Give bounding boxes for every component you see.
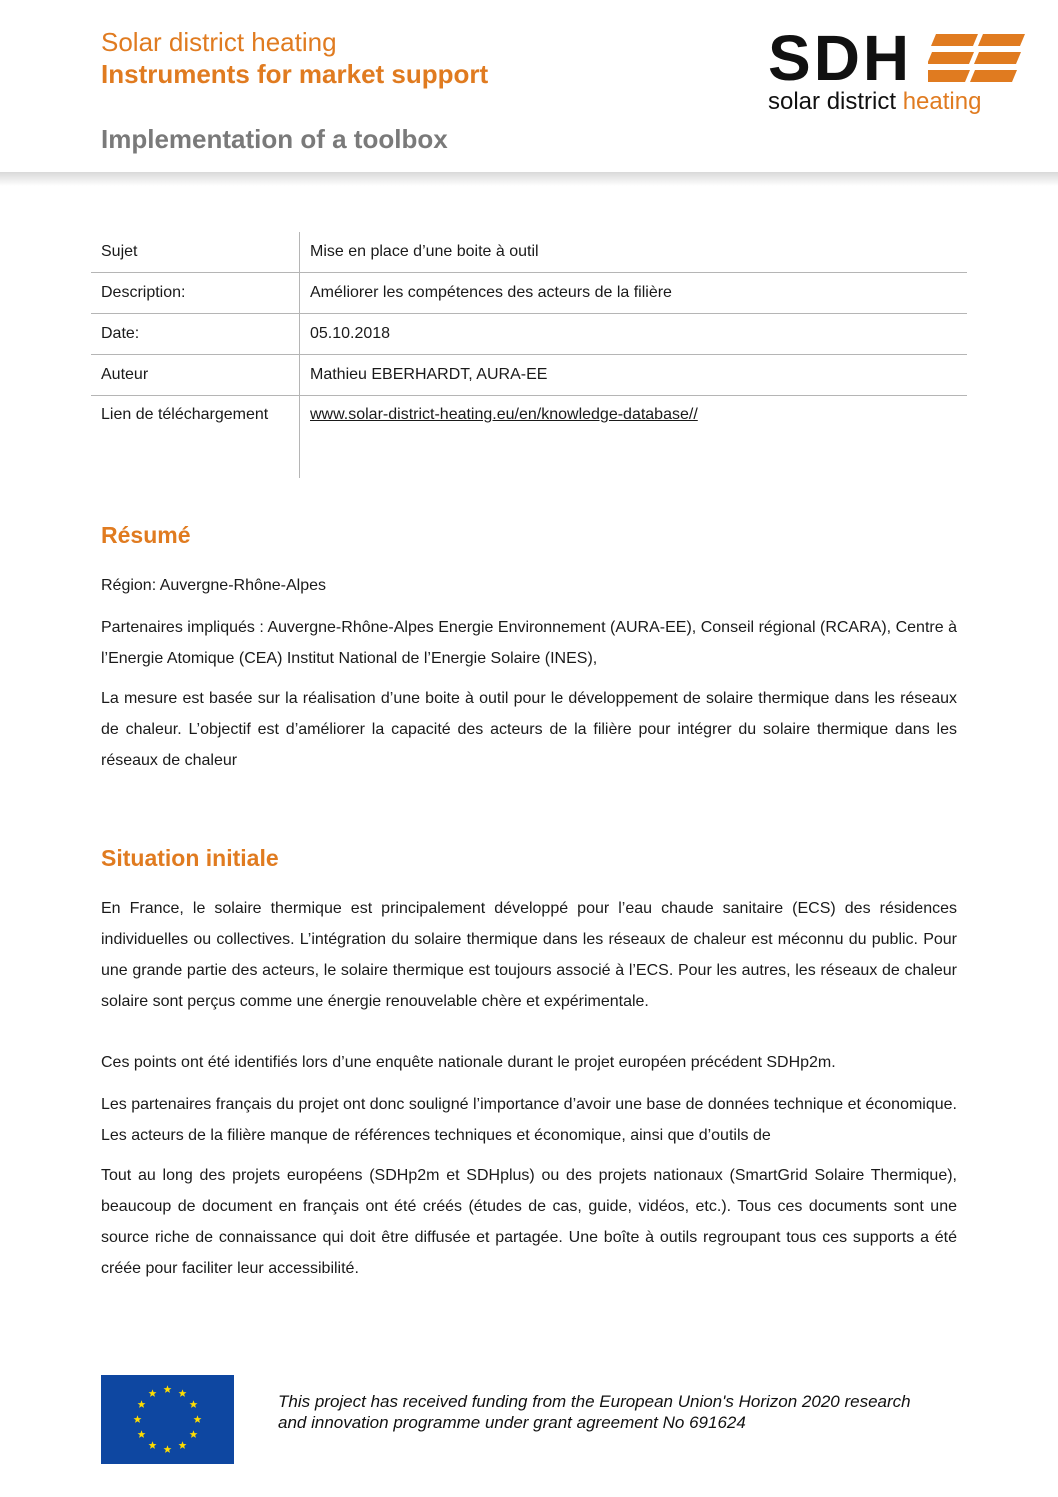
info-row-description	[91, 273, 967, 314]
info-table	[91, 232, 967, 478]
resume-region: Région: Auvergne-Rhône-Alpes	[101, 577, 327, 594]
logo-tagline-accent: heating	[902, 88, 982, 115]
info-value: Améliorer les compétences des acteurs de la filière	[300, 273, 968, 314]
info-key: Sujet	[91, 232, 300, 273]
funding-statement	[278, 1391, 978, 1433]
header-subtitle: Instruments for market support	[101, 59, 489, 89]
document-title: Implementation of a toolbox	[101, 124, 448, 154]
logo-stripes-icon	[928, 32, 1028, 84]
eu-flag-icon	[101, 1375, 234, 1464]
page-header	[0, 0, 1058, 172]
info-key: Auteur	[91, 355, 300, 396]
info-row-auteur	[91, 355, 967, 396]
funding-line-2: and innovation programme under grant agreement No 691624	[278, 1413, 746, 1432]
info-value-cell	[300, 396, 968, 479]
resume-heading: Résumé	[101, 522, 191, 548]
logo-tagline-plain: solar district	[768, 88, 903, 115]
header-shadow	[0, 172, 1058, 186]
info-row-date	[91, 314, 967, 355]
info-key: Description:	[91, 273, 300, 314]
info-row-sujet	[91, 232, 967, 273]
resume-partners: Partenaires impliqués : Auvergne-Rhône-Alpes Energie Environnement (AURA-EE), Conseil régional (RCARA), Centre à l’Energie Atomique (CEA) Institut National de l’Energie Solaire (INES),	[101, 619, 957, 667]
info-value: Mathieu EBERHARDT, AURA-EE	[300, 355, 968, 396]
info-key: Date:	[91, 314, 300, 355]
logo-letters: SDH	[768, 22, 913, 94]
info-value: 05.10.2018	[300, 314, 968, 355]
situation-paragraph-1: En France, le solaire thermique est principalement développé pour l’eau chaude sanitaire (ECS) des résidences individuelles ou collectives. L’intégration du solaire thermique dans les réseaux de chaleur est méconnu du public. Pour une grande partie des acteurs, le solaire thermique est toujours associé à l’ECS. Pour les autres, les réseaux de chaleur solaire sont perçus comme une énergie renouvelable chère et expérimentale.	[101, 900, 957, 1010]
download-link[interactable]: www.solar-district-heating.eu/en/knowledge-database//	[310, 406, 698, 423]
info-row-lien	[91, 396, 967, 479]
situation-paragraph-3: Tout au long des projets européens (SDHp2m et SDHplus) ou des projets nationaux (SmartGrid Solaire Thermique), beaucoup de document en français ont été créés (études de cas, guide, vidéos, etc.). Tous ces documents sont une source riche de connaissance qui doit être diffusée et partagée. Une boîte à outils regroupant tous ces supports a été créée pour faciliter leur accessibilité.	[101, 1167, 957, 1277]
header-title: Solar district heating	[101, 27, 337, 57]
situation-heading: Situation initiale	[101, 845, 279, 871]
resume-description: La mesure est basée sur la réalisation d’une boite à outil pour le développement de solaire thermique dans les réseaux de chaleur. L’objectif est d’améliorer la capacité des acteurs de la filière pour intégrer du solaire thermique dans les réseaux de chaleur	[101, 690, 957, 769]
situation-paragraph-2: Les partenaires français du projet ont donc souligné l’importance d’avoir une base de données technique et économique. Les acteurs de la filière manque de références techniques et économique, ainsi que d’outils de	[101, 1096, 957, 1144]
info-key: Lien de téléchargement	[91, 396, 300, 479]
situation-paragraph-1b: Ces points ont été identifiés lors d’une enquête nationale durant le projet européen précédent SDHp2m.	[101, 1054, 836, 1071]
logo-tagline	[768, 88, 981, 116]
info-value: Mise en place d’une boite à outil	[300, 232, 968, 273]
funding-line-1: This project has received funding from the European Union's Horizon 2020 research	[278, 1392, 911, 1411]
sdh-logo	[768, 22, 1028, 120]
